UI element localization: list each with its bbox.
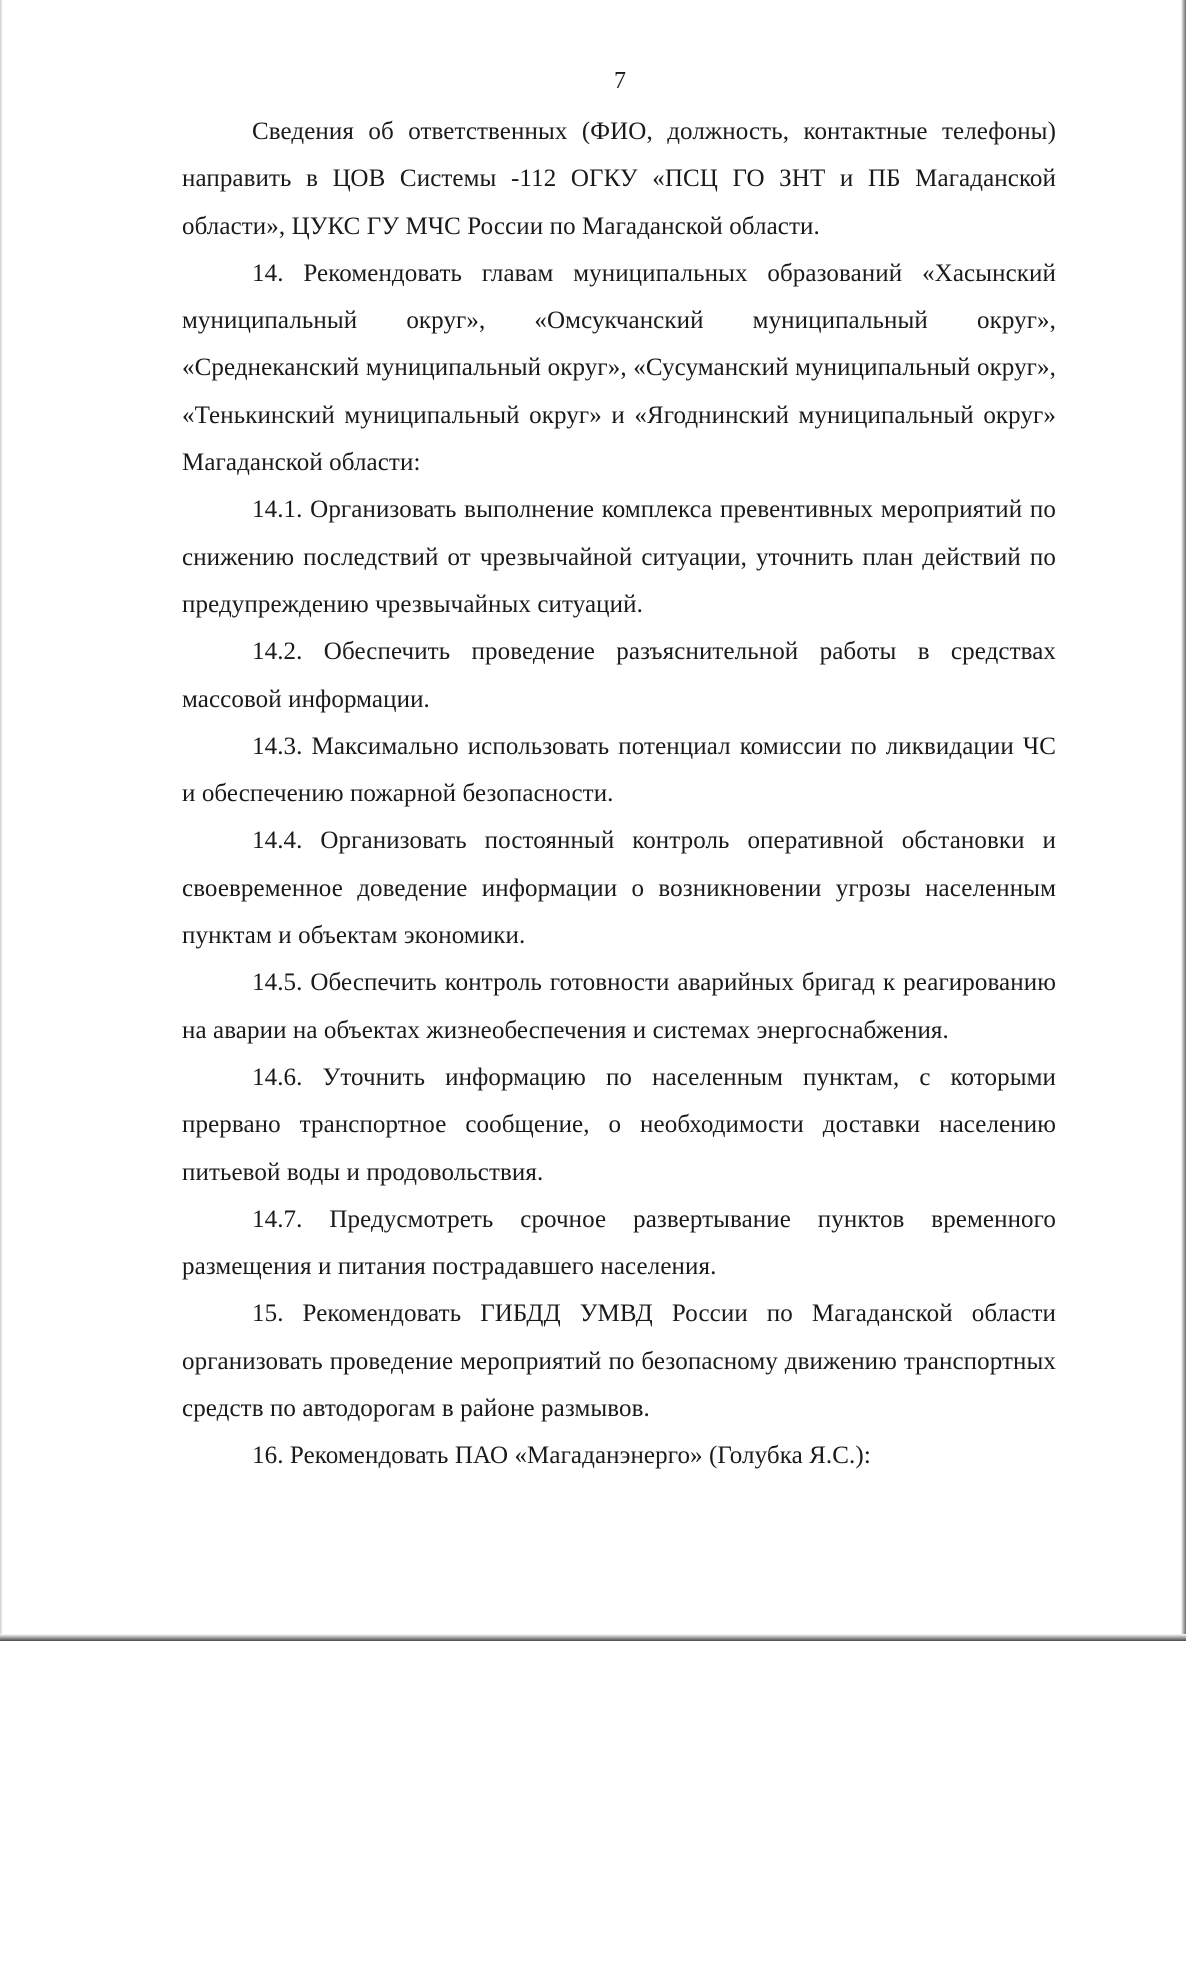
paragraph-14: 14. Рекомендовать главам муниципальных образований «Хасынский муниципальный округ», «Омсукчанский муниципальный округ», «Среднеканский муниципальный округ», «Сусуманский муниципальный округ», «Тенькинский муниципальный округ» и «Ягоднинский муниципальный округ» Магаданской области:: [182, 259, 1056, 477]
page-number: 7: [614, 68, 626, 94]
paragraph-16: 16. Рекомендовать ПАО «Магаданэнерго» (Голубка Я.С.):: [252, 1442, 871, 1470]
paragraph-14-7: 14.7. Предусмотреть срочное развертывание пунктов временного размещения и питания пострадавшего населения.: [182, 1205, 1056, 1281]
paragraph-14-3: 14.3. Максимально использовать потенциал комиссии по ликвидации ЧС и обеспечению пожарной безопасности.: [182, 732, 1056, 808]
paragraph-14-6: 14.6. Уточнить информацию по населенным пунктам, с которыми прервано транспортное сообщение, о необходимости доставки населению питьевой воды и продовольствия.: [182, 1063, 1056, 1186]
paragraph-14-5: 14.5. Обеспечить контроль готовности аварийных бригад к реагированию на аварии на объектах жизнеобеспечения и системах энергоснабжения.: [182, 969, 1056, 1044]
paragraph-contacts: Сведения об ответственных (ФИО, должность, контактные телефоны) направить в ЦОВ Системы -112 ОГКУ «ПСЦ ГО ЗНТ и ПБ Магаданской области», ЦУКС ГУ МЧС России по Магаданской области.: [182, 118, 1056, 240]
paragraph-14-4: 14.4. Организовать постоянный контроль оперативной обстановки и своевременное доведение информации о возникновении угрозы населенным пунктам и объектам экономики.: [182, 827, 1056, 950]
page-bottom-edge-shadow: [0, 1634, 1186, 1641]
paragraph-14-2: 14.2. Обеспечить проведение разъяснительной работы в средствах массовой информации.: [182, 638, 1056, 713]
paragraph-14-1: 14.1. Организовать выполнение комплекса превентивных мероприятий по снижению последствий от чрезвычайной ситуации, уточнить план действий по предупреждению чрезвычайных ситуаций.: [182, 496, 1056, 618]
paragraph-15: 15. Рекомендовать ГИБДД УМВД России по Магаданской области организовать проведение мероприятий по безопасному движению транспортных средств по автодорогам в районе размывов.: [182, 1300, 1056, 1423]
page-right-edge-shadow: [1181, 0, 1186, 1640]
document-body: [182, 108, 1056, 1480]
page-left-edge-shadow: [0, 0, 3, 1640]
